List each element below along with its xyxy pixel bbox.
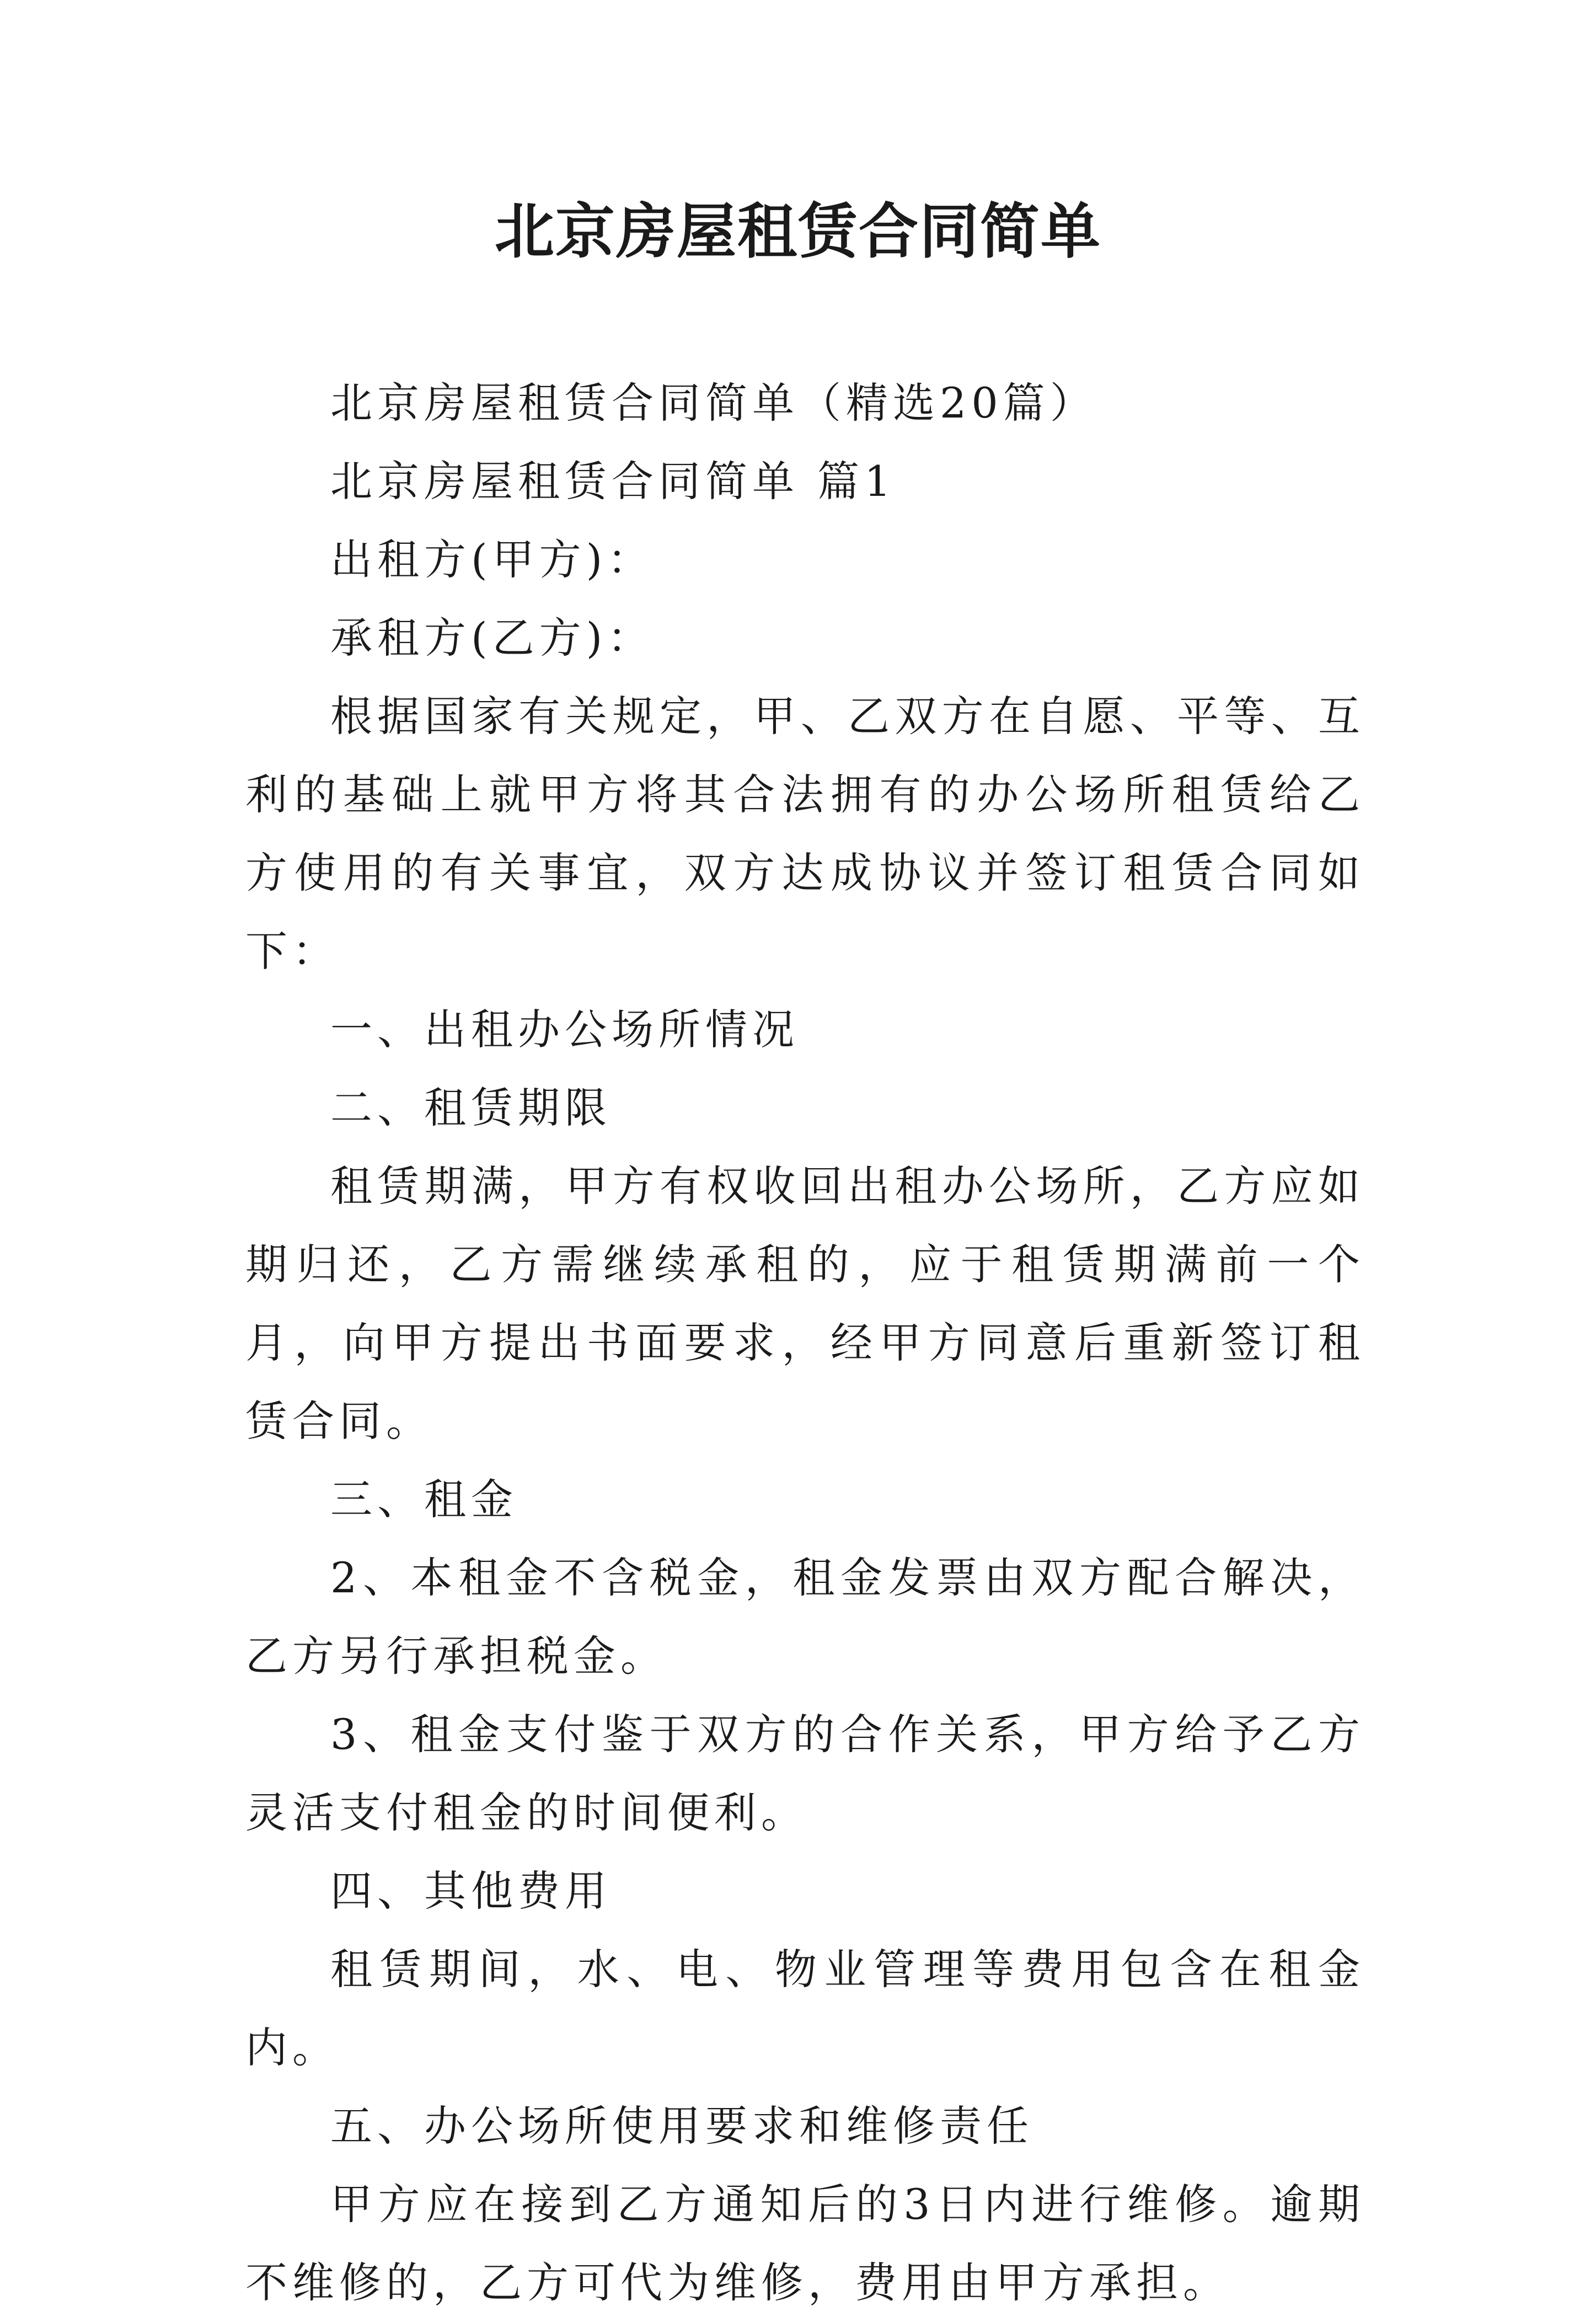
paragraph-clause-3-item-3: 3、租金支付鉴于双方的合作关系，甲方给予乙方灵活支付租金的时间便利。 bbox=[245, 1710, 1365, 1837]
document-body bbox=[245, 364, 1365, 2322]
paragraph-clause-2-text: 租赁期满，甲方有权收回出租办公场所，乙方应如期归还，乙方需继续承租的，应于租赁期满前一个月，向甲方提出书面要求，经甲方同意后重新签订租赁合同。 bbox=[245, 1162, 1365, 1446]
paragraph-clause-3-item-2: 2、本租金不含税金，租金发票由双方配合解决，乙方另行承担税金。 bbox=[245, 1553, 1365, 1681]
paragraph-clause-3-heading: 三、租金 bbox=[330, 1475, 518, 1524]
paragraph-clause-5-text: 甲方应在接到乙方通知后的3日内进行维修。逾期不维修的，乙方可代为维修，费用由甲方承担。 bbox=[245, 2180, 1365, 2307]
document-title: 北京房屋租赁合同简单 bbox=[494, 197, 1101, 266]
paragraph-clause-1-heading: 一、出租办公场所情况 bbox=[330, 1005, 799, 1054]
paragraph-lessee: 承租方(乙方)： bbox=[330, 613, 655, 662]
paragraph-section-heading: 北京房屋租赁合同简单 篇1 bbox=[330, 457, 896, 506]
paragraph-subtitle: 北京房屋租赁合同简单（精选20篇） bbox=[330, 378, 1097, 427]
paragraph-clause-4-heading: 四、其他费用 bbox=[330, 1866, 612, 1916]
paragraph-clause-4-text: 租赁期间，水、电、物业管理等费用包含在租金内。 bbox=[245, 1945, 1365, 2072]
paragraph-preamble: 根据国家有关规定，甲、乙双方在自愿、平等、互利的基础上就甲方将其合法拥有的办公场所租赁给乙方使用的有关事宜，双方达成协议并签订租赁合同如下： bbox=[245, 692, 1365, 976]
paragraph-clause-2-heading: 二、租赁期限 bbox=[330, 1083, 612, 1132]
paragraph-clause-5-heading: 五、办公场所使用要求和维修责任 bbox=[330, 2101, 1033, 2150]
paragraph-lessor: 出租方(甲方)： bbox=[330, 535, 655, 584]
